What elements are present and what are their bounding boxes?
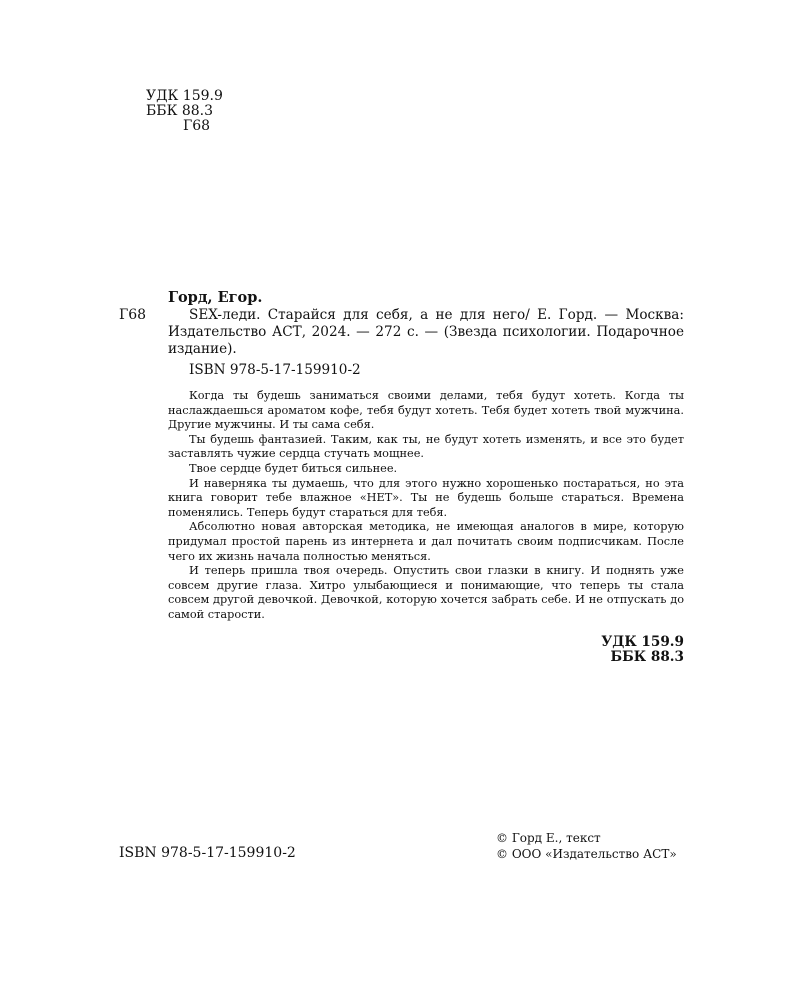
annotation-paragraph: И наверняка ты думаешь, что для этого нужно хорошенько постараться, но эта книга говорит тебе влажное «НЕТ». Ты не будешь больше стараться. Времена поменялись. Теперь будут стараться для тебя. xyxy=(168,476,684,519)
annotation-paragraph: Ты будешь фантазией. Таким, как ты, не будут хотеть изменять, и все это будет заставлять чужие сердца стучать мощнее. xyxy=(168,432,684,461)
annotation-paragraph: И теперь пришла твоя очередь. Опустить свои глазки в книгу. И поднять уже совсем другие глаза. Хитро улыбающиеся и понимающие, что теперь ты стала совсем другой девочкой. Девочкой, которую хочется забрать себе. И не отпускать до самой старости. xyxy=(168,564,684,621)
top-classification-block xyxy=(146,89,223,134)
udk-code-bottom: УДК 159.9 xyxy=(601,633,684,650)
annotation-paragraph: Когда ты будешь заниматься своими делами, тебя будут хотеть. Когда ты наслаждаешься ароматом кофе, тебя будут хотеть. Тебя будет хотеть твой мужчина. Другие мужчины. И ты сама себя. xyxy=(168,389,684,432)
bbk-code: ББК 88.3 xyxy=(146,103,214,119)
footer-isbn: ISBN 978-5-17-159910-2 xyxy=(119,845,296,861)
bottom-classification-block xyxy=(168,635,684,665)
copyright-publisher: © ООО «Издательство АСТ» xyxy=(496,847,677,861)
copyright-text: © Горд Е., текст xyxy=(496,831,601,845)
copyright-block xyxy=(496,830,677,862)
annotation-paragraph: Абсолютно новая авторская методика, не имеющая аналогов в мире, которую придумал простой парень из интернета и дал почитать своим подписчикам. После чего их жизнь начала полностью меняться. xyxy=(168,520,684,563)
annotation xyxy=(168,389,684,623)
record-author: Горд, Егор. xyxy=(168,289,263,306)
catalog-record xyxy=(168,289,684,665)
record-isbn: ISBN 978-5-17-159910-2 xyxy=(189,362,361,378)
bbk-code-bottom: ББК 88.3 xyxy=(610,648,684,665)
annotation-paragraph: Твое сердце будет биться сильнее. xyxy=(189,461,398,475)
author-sign: Г68 xyxy=(183,118,211,134)
record-author-sign: Г68 xyxy=(119,307,147,323)
udk-code: УДК 159.9 xyxy=(146,88,223,104)
bibliographic-description: SEX-леди. Старайся для себя, а не для него/ Е. Горд. — Москва: Издательство АСТ, 2024. — 272 с. — (Звезда психологии. Подарочное издание). xyxy=(168,307,684,357)
